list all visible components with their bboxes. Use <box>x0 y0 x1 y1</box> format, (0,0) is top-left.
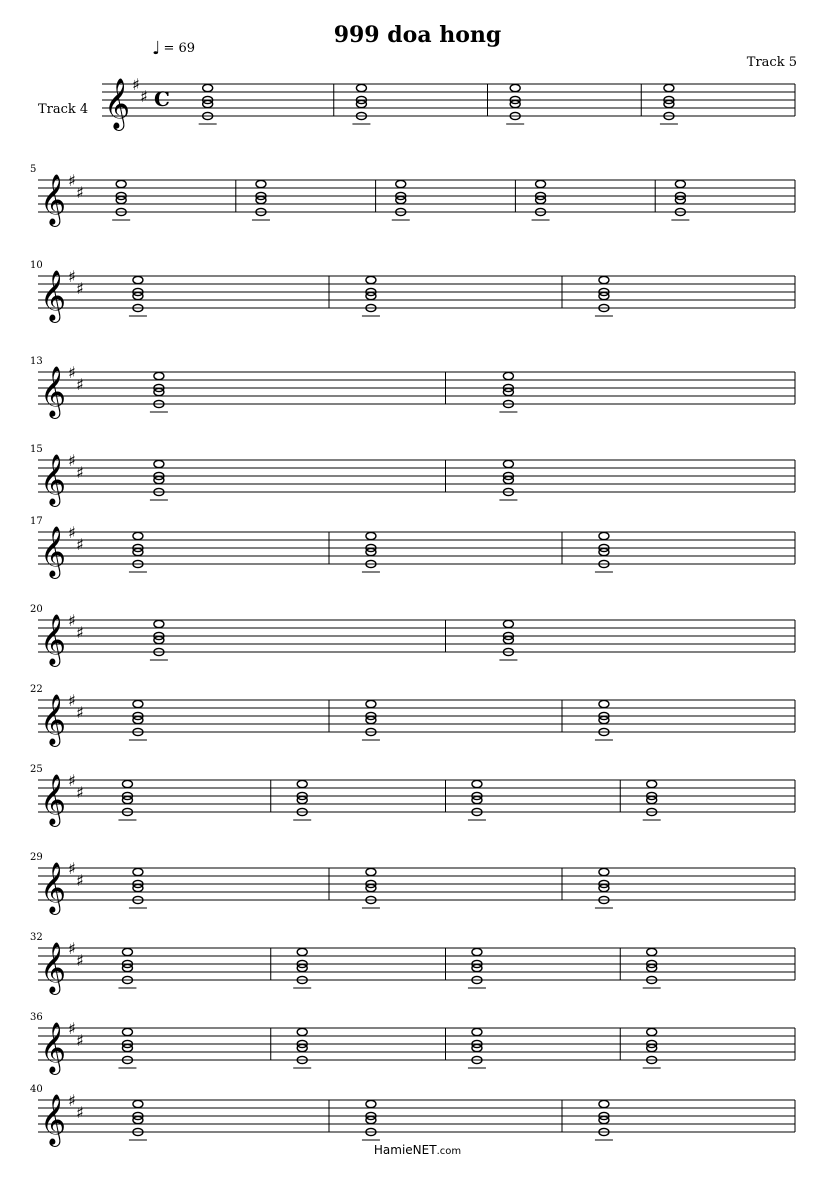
measure-number: 17 <box>30 516 43 527</box>
notehead <box>116 180 126 187</box>
sharp-icon: ♯ <box>76 375 84 394</box>
notehead <box>122 1028 132 1035</box>
sharp-icon: ♯ <box>68 611 76 630</box>
measure-number: 13 <box>30 356 43 367</box>
notehead <box>366 276 376 283</box>
sharp-icon: ♯ <box>140 87 148 106</box>
treble-clef-icon: 𝄞 <box>40 694 67 745</box>
sharp-icon: ♯ <box>68 523 76 542</box>
notehead <box>154 372 164 379</box>
sharp-icon: ♯ <box>68 691 76 710</box>
composer-label: Track 5 <box>746 55 797 70</box>
measure-number: 10 <box>30 260 43 271</box>
sharp-icon: ♯ <box>76 783 84 802</box>
notehead <box>366 532 376 539</box>
footer-watermark <box>0 1143 835 1157</box>
notehead <box>133 276 143 283</box>
sharp-icon: ♯ <box>68 171 76 190</box>
treble-clef-icon: 𝄞 <box>40 270 67 321</box>
notehead <box>356 84 366 91</box>
sharp-icon: ♯ <box>76 703 84 722</box>
notehead <box>599 276 609 283</box>
sharp-icon: ♯ <box>76 623 84 642</box>
notehead <box>503 620 513 627</box>
sharp-icon: ♯ <box>68 267 76 286</box>
footer-suffix: .com <box>436 1146 462 1157</box>
instrument-name: Track 4 <box>38 102 89 117</box>
notehead <box>154 620 164 627</box>
notehead <box>297 948 307 955</box>
measure-number: 29 <box>30 852 43 863</box>
treble-clef-icon: 𝄞 <box>40 1094 67 1145</box>
notehead <box>366 868 376 875</box>
measure-number: 20 <box>30 604 43 615</box>
tempo-value: = 69 <box>163 41 196 56</box>
notehead <box>366 700 376 707</box>
treble-clef-icon: 𝄞 <box>40 366 67 417</box>
treble-clef-icon: 𝄞 <box>40 526 67 577</box>
notehead <box>297 1028 307 1035</box>
time-signature: C <box>154 87 170 111</box>
notehead <box>599 1100 609 1107</box>
notehead <box>472 780 482 787</box>
notehead <box>503 372 513 379</box>
notehead <box>503 460 513 467</box>
notehead <box>647 948 657 955</box>
sharp-icon: ♯ <box>76 463 84 482</box>
notehead <box>647 780 657 787</box>
notehead <box>122 948 132 955</box>
notehead <box>664 84 674 91</box>
measure-number: 22 <box>30 684 43 695</box>
measure-number: 15 <box>30 444 43 455</box>
notehead <box>510 84 520 91</box>
measure-number: 25 <box>30 764 43 775</box>
notehead <box>154 460 164 467</box>
treble-clef-icon: 𝄞 <box>40 862 67 913</box>
notehead <box>366 1100 376 1107</box>
sharp-icon: ♯ <box>76 951 84 970</box>
notehead <box>133 700 143 707</box>
notehead <box>599 700 609 707</box>
sharp-icon: ♯ <box>68 363 76 382</box>
measure-number: 5 <box>30 164 37 175</box>
score-title: 999 doa hong <box>333 22 502 48</box>
sharp-icon: ♯ <box>68 1091 76 1110</box>
notehead <box>297 780 307 787</box>
sharp-icon: ♯ <box>76 279 84 298</box>
sharp-icon: ♯ <box>68 859 76 878</box>
treble-clef-icon: 𝄞 <box>40 174 67 225</box>
notehead <box>256 180 266 187</box>
sharp-icon: ♯ <box>76 871 84 890</box>
notehead <box>472 948 482 955</box>
treble-clef-icon: 𝄞 <box>40 454 67 505</box>
sharp-icon: ♯ <box>76 1031 84 1050</box>
notehead <box>675 180 685 187</box>
footer-brand: HamieNET <box>373 1143 437 1157</box>
sharp-icon: ♯ <box>76 183 84 202</box>
treble-clef-icon: 𝄞 <box>40 774 67 825</box>
sharp-icon: ♯ <box>68 1019 76 1038</box>
treble-clef-icon: 𝄞 <box>40 1022 67 1073</box>
measure-number: 40 <box>30 1084 43 1095</box>
notehead <box>122 780 132 787</box>
sharp-icon: ♯ <box>68 771 76 790</box>
notehead <box>203 84 213 91</box>
treble-clef-icon: 𝄞 <box>40 942 67 993</box>
notehead <box>647 1028 657 1035</box>
sharp-icon: ♯ <box>68 451 76 470</box>
sharp-icon: ♯ <box>76 1103 84 1122</box>
notehead <box>599 868 609 875</box>
sharp-icon: ♯ <box>76 535 84 554</box>
measure-number: 32 <box>30 932 43 943</box>
notehead <box>536 180 546 187</box>
sharp-icon: ♯ <box>68 939 76 958</box>
notehead <box>472 1028 482 1035</box>
quarter-note-icon: ♩ <box>152 38 161 59</box>
notehead <box>396 180 406 187</box>
notehead <box>133 532 143 539</box>
notehead <box>133 1100 143 1107</box>
measure-number: 36 <box>30 1012 43 1023</box>
notehead <box>599 532 609 539</box>
treble-clef-icon: 𝄞 <box>40 614 67 665</box>
treble-clef-icon: 𝄞 <box>104 78 131 129</box>
notehead <box>133 868 143 875</box>
sharp-icon: ♯ <box>132 75 140 94</box>
